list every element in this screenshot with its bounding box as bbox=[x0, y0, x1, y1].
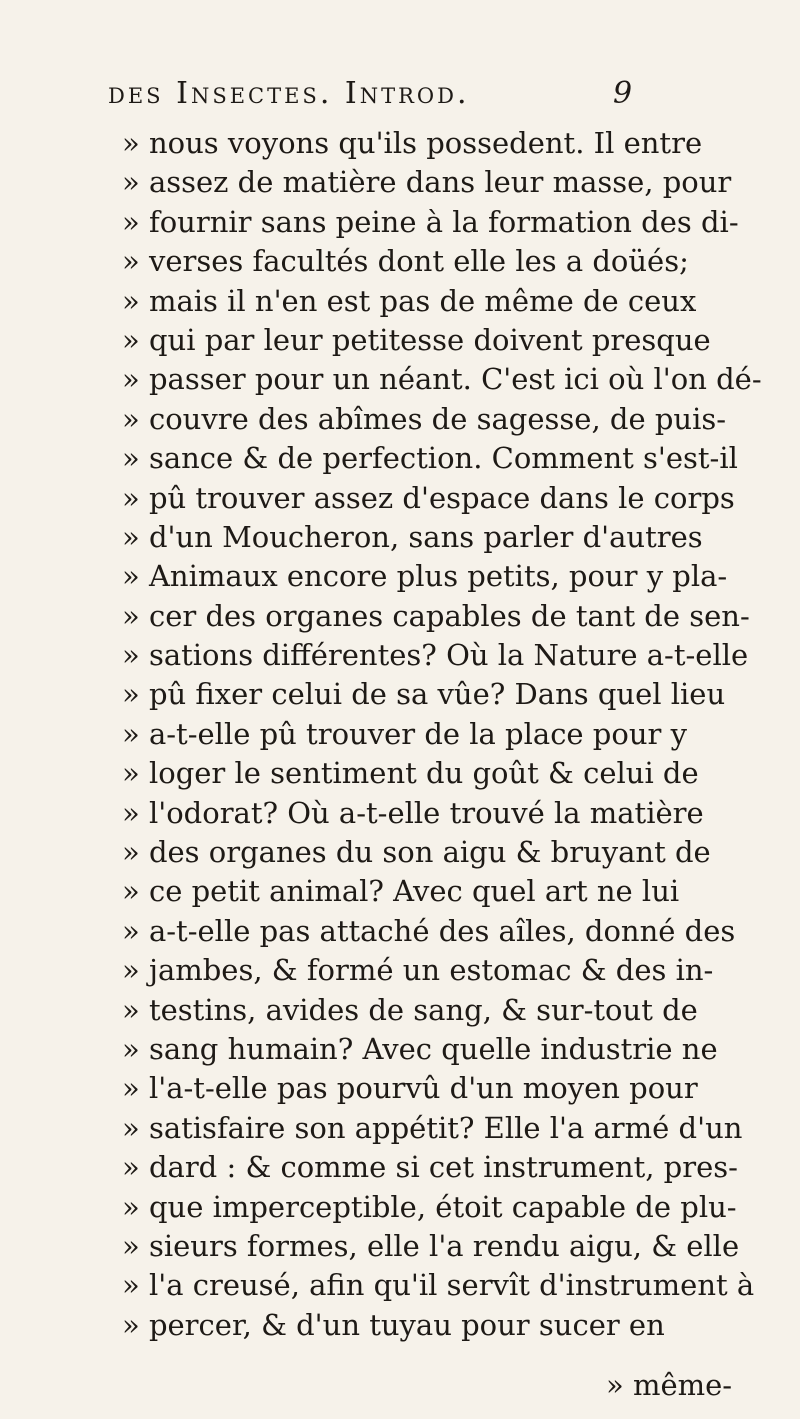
text-line: » des organes du son aigu & bruyant de bbox=[122, 835, 711, 870]
text-line: » qui par leur petitesse doivent presque bbox=[122, 322, 711, 357]
text-line: » testins, avides de sang, & sur-tout de bbox=[122, 992, 698, 1027]
text-line: » d'un Moucheron, sans parler d'autres bbox=[122, 519, 703, 554]
text-line: » a-t-elle pû trouver de la place pour y bbox=[122, 716, 687, 751]
text-line: » jambes, & formé un estomac & des in- bbox=[122, 953, 714, 988]
text-line: » dard : & comme si cet instrument, pres- bbox=[122, 1150, 738, 1185]
text-line: » sations différentes? Où la Nature a-t-elle bbox=[122, 638, 749, 673]
text-line: » sance & de perfection. Comment s'est-il bbox=[122, 441, 738, 476]
catchword: » même- bbox=[606, 1368, 733, 1402]
text-line: » verses facultés dont elle les a doüés; bbox=[122, 244, 689, 279]
text-line: » sang humain? Avec quelle industrie ne bbox=[122, 1031, 718, 1066]
text-line: » l'a-t-elle pas pourvû d'un moyen pour bbox=[122, 1071, 698, 1106]
text-line: » pû fixer celui de sa vûe? Dans quel lieu bbox=[122, 677, 726, 712]
text-line: » sieurs formes, elle l'a rendu aigu, & elle bbox=[122, 1228, 740, 1263]
page-number: 9 bbox=[613, 76, 636, 111]
text-line: » satisfaire son appétit? Elle l'a armé d'un bbox=[122, 1110, 743, 1145]
text-line: » fournir sans peine à la formation des di- bbox=[122, 204, 739, 239]
text-line: » ce petit animal? Avec quel art ne lui bbox=[122, 874, 680, 909]
text-line: » passer pour un néant. C'est ici où l'on dé- bbox=[122, 362, 762, 397]
text-line: » a-t-elle pas attaché des aîles, donné des bbox=[122, 913, 736, 948]
text-line: » assez de matière dans leur masse, pour bbox=[122, 165, 732, 200]
body-text bbox=[122, 124, 782, 1345]
running-header bbox=[108, 76, 636, 111]
text-line: » l'odorat? Où a-t-elle trouvé la matière bbox=[122, 795, 704, 830]
text-line: » cer des organes capables de tant de sen- bbox=[122, 598, 750, 633]
text-line: » que imperceptible, étoit capable de plu- bbox=[122, 1189, 737, 1224]
text-line: » couvre des abîmes de sagesse, de puis- bbox=[122, 401, 727, 436]
text-line: » percer, & d'un tuyau pour sucer en bbox=[122, 1307, 665, 1342]
text-line: » Animaux encore plus petits, pour y pla- bbox=[122, 559, 728, 594]
running-title: des Insectes. Introd. bbox=[108, 76, 470, 111]
text-line: » mais il n'en est pas de même de ceux bbox=[122, 283, 697, 318]
text-line: » nous voyons qu'ils possedent. Il entre bbox=[122, 126, 703, 160]
text-line: » loger le sentiment du goût & celui de bbox=[122, 756, 699, 791]
text-line: » l'a creusé, afin qu'il servît d'instrument à bbox=[122, 1268, 755, 1303]
text-line: » pû trouver assez d'espace dans le corps bbox=[122, 480, 735, 515]
